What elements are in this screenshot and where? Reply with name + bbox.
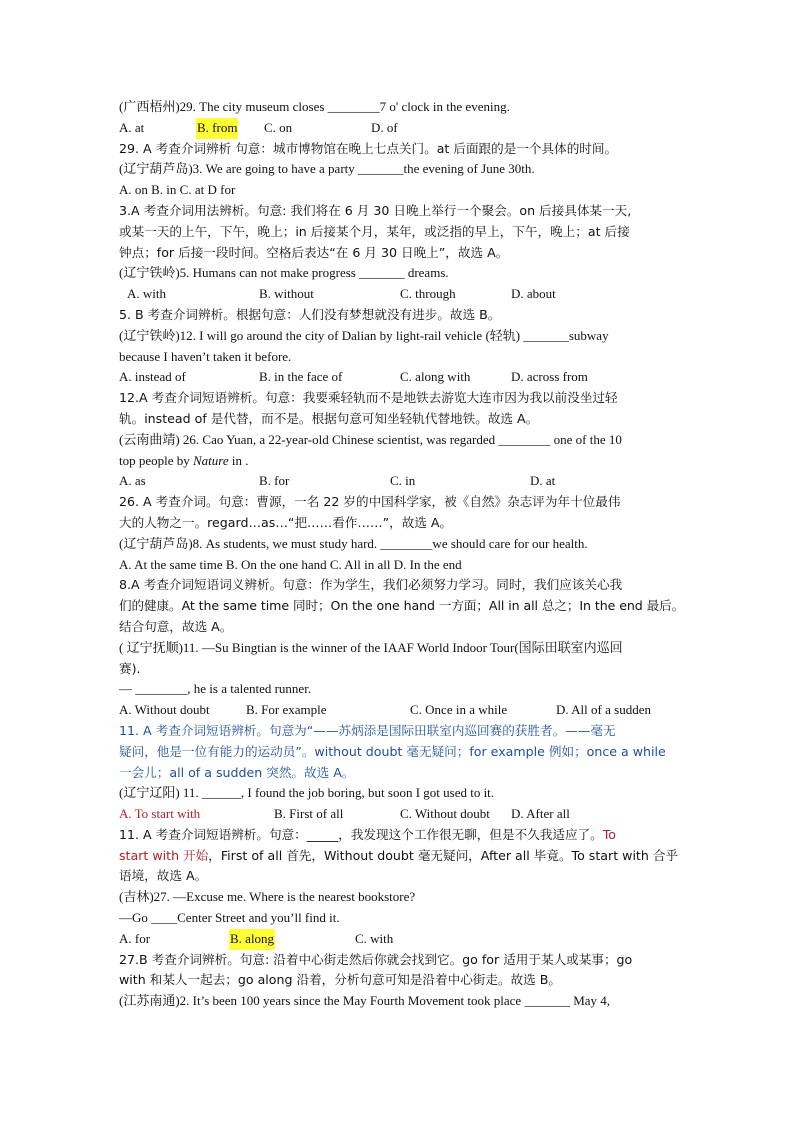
line-text: 3.A 考查介词用法辨析。句意: 我们将在 6 月 30 日晚上举行一个聚会。on 后接具体某一天,: [119, 202, 632, 218]
line-text: 一会儿；all of a sudden 突然。故选 A。: [119, 764, 355, 780]
question-line: [119, 679, 679, 700]
answer-option: B. For example: [246, 702, 327, 718]
answer-option: A. with: [127, 286, 166, 302]
explanation-line: [119, 243, 679, 264]
explanation-line: [119, 970, 679, 991]
line-text: (辽宁葫芦岛)3. We are going to have a party _______the evening of June 30th.: [119, 161, 535, 177]
line-text: ( 辽宁抚顺)11. —Su Bingtian is the winner of the IAAF World Indoor Tour(国际田联室内巡回: [119, 639, 623, 655]
question-line: [119, 263, 679, 284]
question-line: [119, 97, 679, 118]
answer-option: A. for: [119, 930, 151, 946]
answer-option: D. After all: [511, 806, 570, 822]
answer-options: [119, 367, 679, 388]
question-line: [119, 534, 679, 555]
question-line: [119, 347, 679, 368]
answer-options: [119, 804, 679, 825]
answer-option: D. All of a sudden: [556, 702, 651, 718]
answer-option: B. First of all: [274, 806, 344, 822]
line-text: 大的人物之一。regard…as…“把……看作……”，故选 A。: [119, 514, 453, 530]
answer-option: C. with: [355, 930, 394, 946]
line-text: with 和某人一起去；go along 沿着，分析句意可知是沿着中心街走。故选 B。: [119, 972, 561, 988]
answer-option: B. without: [259, 286, 314, 302]
line-text: 12.A 考查介词短语辨析。句意：我要乘轻轨而不是地铁去游览大连市因为我以前没坐过轻: [119, 390, 618, 406]
explanation-line: [119, 222, 679, 243]
explanation-line: [119, 305, 679, 326]
explanation-line: [119, 763, 679, 784]
question-line: [119, 180, 679, 201]
question-line: [119, 555, 679, 576]
explanation-line: [119, 866, 679, 887]
line-text: (吉林)27. —Excuse me. Where is the nearest bookstore?: [119, 889, 416, 905]
answer-option: D. at: [530, 473, 556, 489]
answer-option: C. on: [264, 119, 293, 135]
question-line: [119, 991, 679, 1012]
line-text: 语境，故选 A。: [119, 868, 208, 884]
line-text: start with 开始，First of all 首先，Without doubt 毫无疑问，After all 毕竟。To start with 合乎: [119, 847, 679, 863]
question-line: [119, 430, 679, 451]
line-text: A. on B. in C. at D for: [119, 182, 236, 198]
answer-options: [119, 471, 679, 492]
answer-option: C. along with: [400, 369, 471, 385]
line-text: (辽宁铁岭)12. I will go around the city of Dalian by light-rail vehicle (轻轨) _______subway: [119, 327, 609, 343]
line-text: 们的健康。At the same time 同时；On the one hand 一方面；All in all 总之；In the end 最后。: [119, 598, 685, 614]
line-text: —Go ____Center Street and you’ll find it.: [119, 910, 340, 926]
answer-option: D. across from: [511, 369, 588, 385]
answer-option: A. Without doubt: [119, 702, 210, 718]
line-text: 疑问，他是一位有能力的运动员”。without doubt 毫无疑问；for example 例如；once a while: [119, 743, 666, 759]
line-text: (辽宁葫芦岛)8. As students, we must study hard. ________we should care for our health.: [119, 535, 588, 551]
answer-option: A. at: [119, 119, 145, 135]
explanation-line: [119, 846, 679, 867]
answer-options: [119, 118, 679, 139]
answer-option: D. of: [371, 119, 398, 135]
answer-options: [119, 284, 679, 305]
explanation-line: [119, 201, 679, 222]
line-text: (云南曲靖) 26. Cao Yuan, a 22-year-old Chinese scientist, was regarded ________ one of the 10: [119, 431, 622, 447]
answer-option: B. along: [229, 929, 275, 950]
explanation-line: [119, 596, 685, 617]
answer-option: A. as: [119, 473, 146, 489]
line-text: 赛).: [119, 660, 141, 676]
line-text: (江苏南通)2. It’s been 100 years since the May Fourth Movement took place _______ May 4,: [119, 993, 611, 1009]
explanation-line: [119, 950, 679, 971]
line-text: (辽宁铁岭)5. Humans can not make progress _______ dreams.: [119, 265, 449, 281]
answer-option: C. in: [390, 473, 416, 489]
line-text: 29. A 考查介词辨析 句意：城市博物馆在晚上七点关门。at 后面跟的是一个具体的时间。: [119, 140, 618, 156]
explanation-line: [119, 409, 679, 430]
line-text: 5. B 考查介词辨析。根据句意：人们没有梦想就没有进步。故选 B。: [119, 306, 501, 322]
explanation-line: [119, 575, 679, 596]
question-line: [119, 451, 679, 472]
explanation-line: [119, 388, 679, 409]
line-text: 钟点；for 后接一段时间。空格后表达“在 6 月 30 日晚上”，故选 A。: [119, 244, 509, 260]
explanation-line: [119, 139, 679, 160]
line-text: 轨。instead of 是代替，而不是。根据句意可知坐轻轨代替地铁。故选 A。: [119, 410, 539, 426]
question-line: [119, 326, 679, 347]
line-text: 11. A 考查介词短语辨析。句意为“——苏炳添是国际田联室内巡回赛的获胜者。——毫无: [119, 722, 616, 738]
question-line: [119, 908, 679, 929]
answer-option: D. about: [511, 286, 556, 302]
line-text: — ________, he is a talented runner.: [119, 681, 312, 697]
question-line: [119, 638, 679, 659]
answer-options: [119, 700, 679, 721]
answer-option: A. instead of: [119, 369, 186, 385]
question-line: [119, 783, 679, 804]
answer-option: C. Once in a while: [410, 702, 508, 718]
line-text: because I haven’t taken it before.: [119, 348, 292, 364]
line-text: 或某一天的上午，下午，晚上；in 后接某个月，某年，或泛指的早上，下午，晚上；at 后接: [119, 223, 630, 239]
line-text: 11. A 考查介词短语辨析。句意：_____，我发现这个工作很无聊，但是不久我适应了。To: [119, 826, 616, 842]
explanation-line: [119, 513, 679, 534]
answer-option: B. in the face of: [259, 369, 343, 385]
line-text: top people by Nature in .: [119, 452, 249, 468]
explanation-line: [119, 721, 679, 742]
answer-option: A. To start with: [119, 806, 201, 822]
line-text: (辽宁辽阳) 11. ______, I found the job boring, but soon I got used to it.: [119, 785, 495, 801]
answer-option: C. through: [400, 286, 456, 302]
explanation-line: [119, 617, 679, 638]
line-text: 结合句意，故选 A。: [119, 618, 233, 634]
question-line: [119, 159, 679, 180]
answer-option: C. Without doubt: [400, 806, 490, 822]
line-text: (广西梧州)29. The city museum closes ________7 o' clock in the evening.: [119, 99, 510, 114]
line-text: 8.A 考查介词短语词义辨析。句意：作为学生，我们必须努力学习。同时，我们应该关心我: [119, 577, 623, 593]
answer-options: [119, 929, 679, 950]
line-text: A. At the same time B. On the one hand C. All in all D. In the end: [119, 556, 462, 572]
question-line: [119, 887, 679, 908]
document-body: [119, 97, 685, 1012]
explanation-line: [119, 659, 679, 680]
answer-option: B. from: [196, 118, 238, 139]
explanation-line: [119, 492, 679, 513]
answer-option: B. for: [259, 473, 290, 489]
line-text: 27.B 考查介词辨析。句意: 沿着中心街走然后你就会找到它。go for 适用于某人或某事；go: [119, 951, 633, 967]
explanation-line: [119, 742, 679, 763]
explanation-line: [119, 825, 679, 846]
line-text: 26. A 考查介词。句意：曹源，一名 22 岁的中国科学家，被《自然》杂志评为年十位最伟: [119, 494, 621, 510]
